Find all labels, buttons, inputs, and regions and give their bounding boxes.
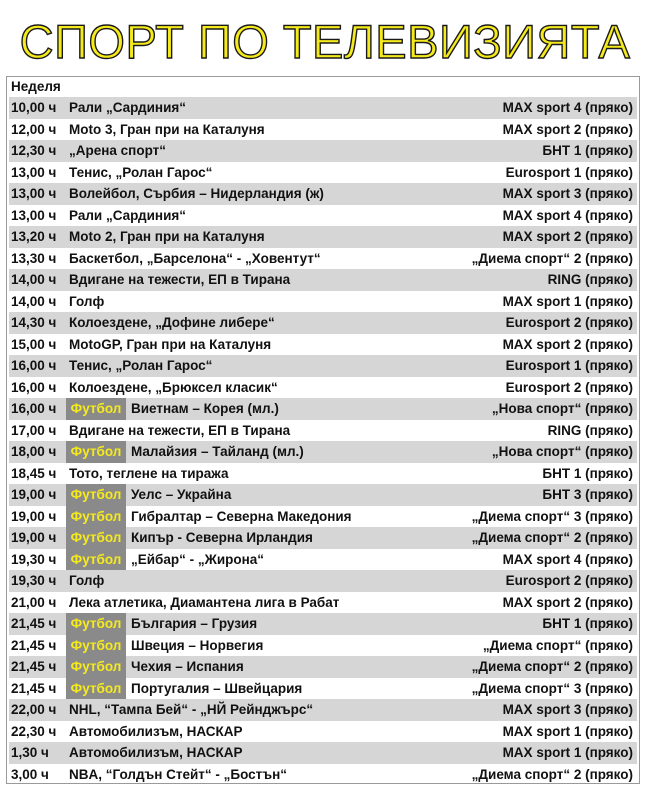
row-event: Moto 3, Гран при на Каталуня	[69, 121, 265, 137]
row-time: 3,00 ч	[11, 766, 49, 782]
schedule-row	[9, 678, 637, 700]
schedule-row	[9, 613, 637, 635]
sport-tag-badge: Футбол	[66, 656, 126, 678]
schedule-row	[9, 656, 637, 678]
schedule-row	[9, 334, 637, 356]
sport-tag-badge: Футбол	[66, 678, 126, 700]
sport-tag-badge: Футбол	[66, 506, 126, 528]
schedule-row	[9, 140, 637, 162]
row-event: Колоездене, „Брюксел класик“	[69, 379, 278, 395]
schedule-row	[9, 398, 637, 420]
row-event: Голф	[69, 293, 105, 309]
row-time: 19,00 ч	[11, 530, 57, 545]
row-time: 18,00 ч	[11, 444, 57, 459]
row-time: 12,30 ч	[11, 143, 57, 158]
schedule-row	[9, 355, 637, 377]
row-event: Волейбол, Сърбия – Нидерландия (ж)	[69, 186, 324, 201]
row-time: 21,45 ч	[11, 680, 57, 696]
row-time: 19,00 ч	[11, 487, 57, 502]
row-event: „Ейбар“ - „Жирона“	[131, 551, 265, 567]
row-channel: „Диема спорт“ 3 (пряко)	[471, 508, 633, 524]
row-time: 19,00 ч	[11, 508, 57, 524]
sport-tag-badge: Футбол	[66, 613, 126, 635]
schedule-row	[9, 742, 637, 764]
schedule-row	[9, 312, 637, 334]
row-time: 10,00 ч	[11, 100, 57, 115]
row-channel: Eurosport 2 (пряко)	[505, 379, 633, 395]
row-channel: БНТ 1 (пряко)	[542, 465, 633, 481]
row-time: 21,45 ч	[11, 616, 57, 631]
row-event: Кипър - Северна Ирландия	[131, 530, 313, 545]
schedule-row	[9, 119, 637, 141]
row-time: 21,00 ч	[11, 594, 57, 610]
row-channel: Eurosport 1 (пряко)	[505, 358, 633, 373]
row-channel: MAX sport 2 (пряко)	[502, 229, 633, 244]
row-time: 16,00 ч	[11, 379, 57, 395]
schedule-row	[9, 484, 637, 506]
page-title: СПОРТ ПО ТЕЛЕВИЗИЯТА	[19, 15, 631, 68]
row-channel: MAX sport 4 (пряко)	[502, 100, 633, 115]
row-time: 12,00 ч	[11, 121, 57, 137]
row-event: Уелс – Украйна	[131, 487, 232, 502]
row-channel: MAX sport 1 (пряко)	[502, 745, 633, 760]
sport-tag-badge: Футбол	[66, 549, 126, 571]
row-event: Moto 2, Гран при на Каталуня	[69, 229, 265, 244]
row-channel: RING (пряко)	[547, 272, 633, 287]
row-event: Швеция – Норвегия	[131, 637, 264, 653]
row-event: Рали „Сардиния“	[69, 100, 186, 115]
row-channel: MAX sport 3 (пряко)	[502, 186, 633, 201]
row-channel: „Диема спорт“ 2 (пряко)	[471, 766, 633, 782]
row-time: 14,00 ч	[11, 272, 57, 287]
row-event: Виетнам – Корея (мл.)	[131, 401, 279, 416]
row-channel: RING (пряко)	[547, 422, 633, 438]
row-time: 21,45 ч	[11, 659, 57, 674]
row-time: 13,20 ч	[11, 229, 57, 244]
schedule-row	[9, 97, 637, 119]
row-event: Португалия – Швейцария	[131, 680, 303, 696]
row-channel: „Диема спорт“ (пряко)	[482, 637, 633, 653]
row-channel: Eurosport 2 (пряко)	[505, 573, 633, 588]
row-event: Вдигане на тежести, ЕП в Тирана	[69, 272, 291, 287]
row-time: 16,00 ч	[11, 401, 57, 416]
schedule-row	[9, 592, 637, 614]
row-event: Лека атлетика, Диамантена лига в Рабат	[69, 594, 340, 610]
schedule-row	[9, 162, 637, 184]
schedule-row	[9, 721, 637, 743]
row-channel: Eurosport 1 (пряко)	[505, 164, 633, 180]
row-event: NBA, “Голдън Стейт“ - „Бостън“	[69, 766, 288, 782]
row-time: 16,00 ч	[11, 358, 57, 373]
row-channel: MAX sport 2 (пряко)	[502, 594, 633, 610]
sport-tag-badge: Футбол	[66, 398, 126, 420]
schedule-row	[9, 463, 637, 485]
row-event: „Арена спорт“	[69, 143, 167, 158]
row-channel: MAX sport 4 (пряко)	[502, 551, 633, 567]
schedule-row	[9, 506, 637, 528]
sport-tag-badge: Футбол	[66, 527, 126, 549]
schedule-row	[9, 205, 637, 227]
schedule-row	[9, 570, 637, 592]
schedule-row	[9, 248, 637, 270]
sport-tag-badge: Футбол	[66, 635, 126, 657]
row-event: Рали „Сардиния“	[69, 207, 186, 223]
row-channel: БНТ 3 (пряко)	[542, 487, 633, 502]
schedule-row	[9, 291, 637, 313]
row-channel: MAX sport 3 (пряко)	[502, 702, 633, 717]
row-time: 15,00 ч	[11, 336, 57, 352]
row-time: 13,00 ч	[11, 186, 57, 201]
row-time: 18,45 ч	[11, 465, 57, 481]
schedule-row	[9, 549, 637, 571]
row-event: NHL, “Тампа Бей“ - „НЙ Рейнджърс“	[69, 702, 314, 717]
schedule-row	[9, 635, 637, 657]
row-event: Тенис, „Ролан Гарос“	[69, 164, 213, 180]
row-time: 1,30 ч	[11, 745, 49, 760]
row-event: Автомобилизъм, НАСКАР	[69, 745, 243, 760]
schedule-list	[9, 97, 637, 785]
sport-tag-badge: Футбол	[66, 441, 126, 463]
row-time: 14,00 ч	[11, 293, 57, 309]
row-channel: „Диема спорт“ 2 (пряко)	[471, 659, 633, 674]
schedule-row	[9, 764, 637, 786]
row-time: 22,30 ч	[11, 723, 57, 739]
row-time: 19,30 ч	[11, 573, 57, 588]
schedule-row	[9, 377, 637, 399]
row-event: България – Грузия	[131, 616, 258, 631]
row-event: Чехия – Испания	[131, 659, 244, 674]
schedule-row	[9, 441, 637, 463]
row-channel: „Диема спорт“ 2 (пряко)	[471, 530, 633, 545]
row-time: 13,30 ч	[11, 250, 57, 266]
row-event: Малайзия – Тайланд (мл.)	[131, 444, 304, 459]
row-time: 13,00 ч	[11, 164, 57, 180]
row-time: 22,00 ч	[11, 702, 57, 717]
schedule-row	[9, 527, 637, 549]
schedule-row	[9, 183, 637, 205]
row-channel: „Нова спорт“ (пряко)	[491, 401, 633, 416]
row-event: Гибралтар – Северна Македония	[131, 508, 352, 524]
row-channel: MAX sport 1 (пряко)	[502, 723, 633, 739]
row-channel: MAX sport 4 (пряко)	[502, 207, 633, 223]
schedule-row	[9, 226, 637, 248]
row-event: Тото, теглене на тиража	[69, 465, 229, 481]
sport-tag-badge: Футбол	[66, 484, 126, 506]
row-channel: Eurosport 2 (пряко)	[505, 315, 633, 330]
row-channel: „Диема спорт“ 3 (пряко)	[471, 680, 633, 696]
row-time: 19,30 ч	[11, 551, 57, 567]
row-channel: „Нова спорт“ (пряко)	[491, 444, 633, 459]
row-time: 14,30 ч	[11, 315, 57, 330]
row-channel: БНТ 1 (пряко)	[542, 143, 633, 158]
row-time: 17,00 ч	[11, 422, 57, 438]
schedule-row	[9, 420, 637, 442]
row-time: 21,45 ч	[11, 637, 57, 653]
day-heading: Неделя	[11, 79, 61, 94]
row-event: Баскетбол, „Барселона“ - „Ховентут“	[69, 250, 321, 266]
row-event: Вдигане на тежести, ЕП в Тирана	[69, 422, 291, 438]
row-channel: MAX sport 1 (пряко)	[502, 293, 633, 309]
row-event: Колоездене, „Дофине либере“	[69, 315, 275, 330]
row-event: Тенис, „Ролан Гарос“	[69, 358, 213, 373]
row-channel: MAX sport 2 (пряко)	[502, 121, 633, 137]
row-channel: „Диема спорт“ 2 (пряко)	[471, 250, 633, 266]
row-event: Голф	[69, 573, 105, 588]
schedule-row	[9, 699, 637, 721]
schedule-row	[9, 269, 637, 291]
row-event: Автомобилизъм, НАСКАР	[69, 723, 243, 739]
row-channel: MAX sport 2 (пряко)	[502, 336, 633, 352]
row-event: MotoGP, Гран при на Каталуня	[69, 336, 272, 352]
row-time: 13,00 ч	[11, 207, 57, 223]
row-channel: БНТ 1 (пряко)	[542, 616, 633, 631]
